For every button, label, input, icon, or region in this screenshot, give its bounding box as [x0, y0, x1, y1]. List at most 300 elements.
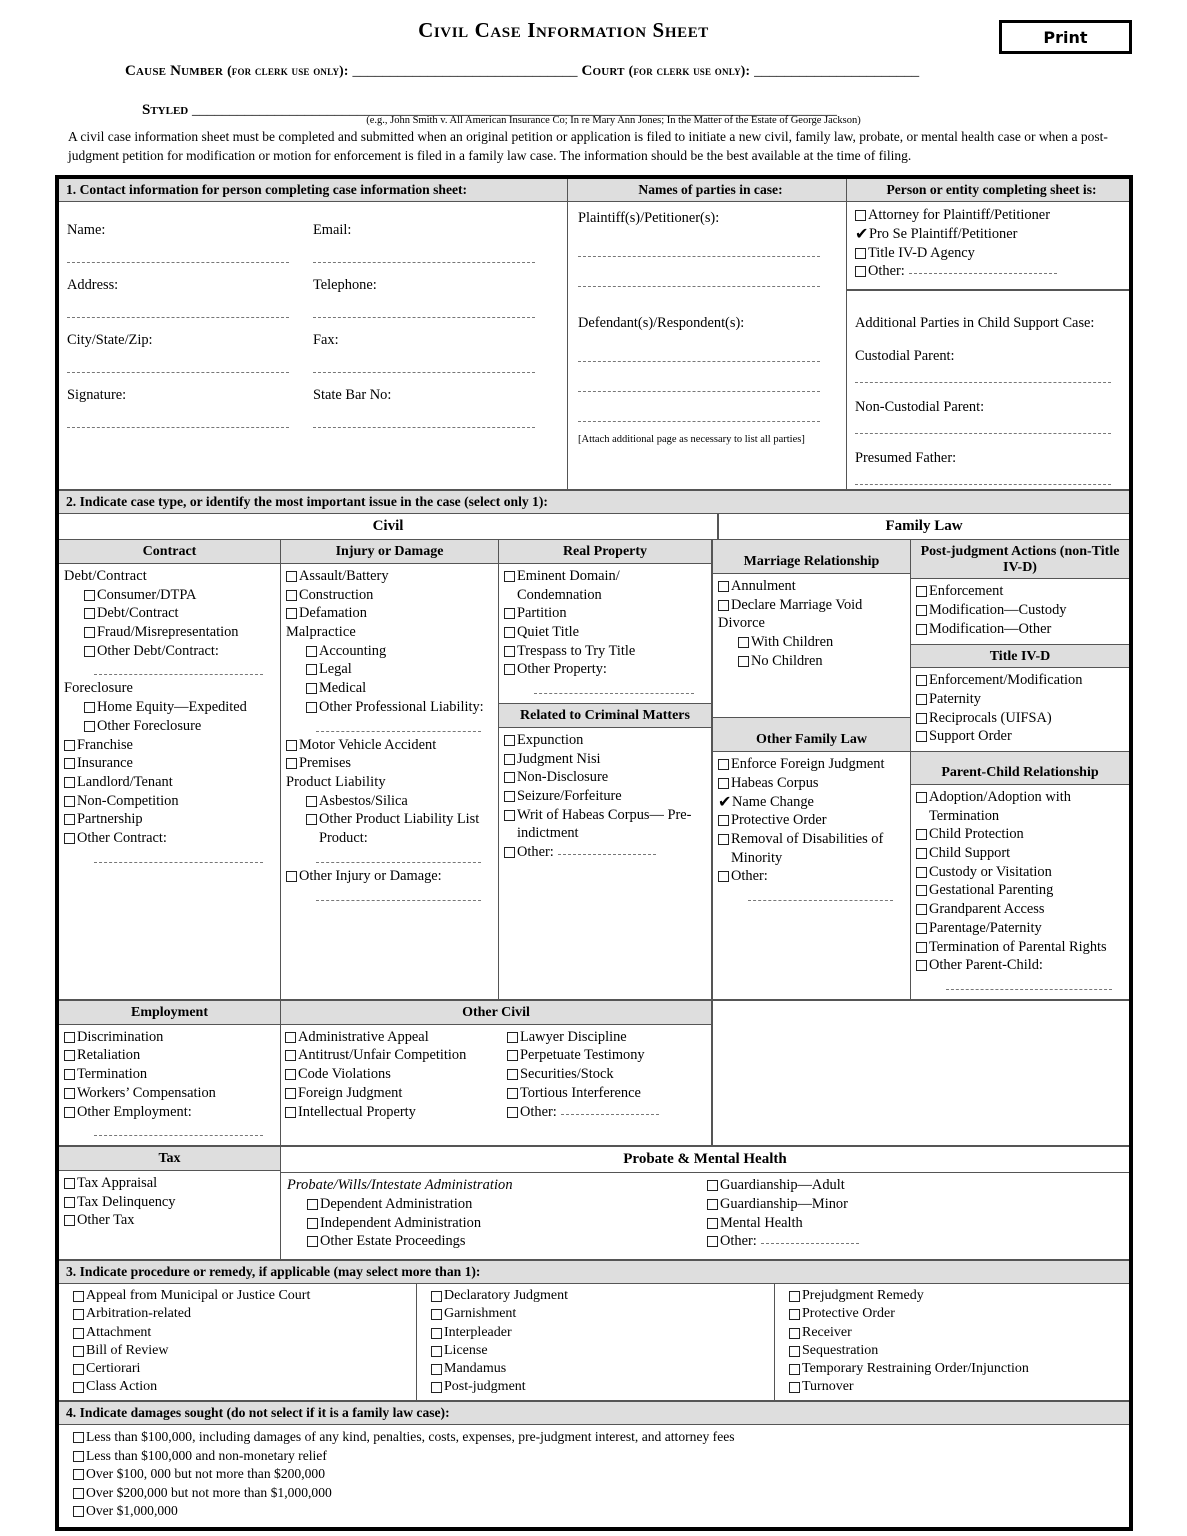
checkbox-row-franchise[interactable]: [64, 736, 275, 755]
checkbox-label: Judgment Nisi: [517, 750, 601, 767]
entity-column: [847, 179, 1129, 489]
checkbox-label: Arbitration-related: [86, 1306, 191, 1322]
checkbox-row-medical[interactable]: [286, 679, 493, 698]
checkbox-icon[interactable]: [64, 796, 75, 807]
checkbox-row-other-product-liability-list-product[interactable]: [286, 810, 493, 847]
checkbox-icon[interactable]: [73, 1364, 84, 1375]
write-in-line[interactable]: [316, 899, 481, 901]
checkbox-icon[interactable]: [718, 759, 729, 770]
checkbox-row-debt-contract[interactable]: [64, 604, 275, 623]
checkbox-row-other[interactable]: [718, 867, 905, 886]
checkbox-icon[interactable]: [855, 248, 866, 259]
criminal-matters-block: [499, 703, 711, 867]
checkbox-icon[interactable]: [285, 1107, 296, 1118]
write-in-line[interactable]: [94, 673, 263, 675]
checkbox-row-landlord-tenant[interactable]: [64, 773, 275, 792]
checkbox-row-post-judgment[interactable]: [431, 1378, 768, 1396]
checkbox-icon[interactable]: [916, 942, 927, 953]
checkbox-row-other[interactable]: [507, 1103, 707, 1122]
checkbox-row-custody-or-visitation[interactable]: [916, 863, 1124, 882]
checkbox-icon[interactable]: [64, 1069, 75, 1080]
checkbox-icon[interactable]: [504, 791, 515, 802]
checkbox-row-annulment[interactable]: [718, 577, 905, 596]
checkbox-icon[interactable]: [504, 772, 515, 783]
checkbox-icon[interactable]: [73, 1291, 84, 1302]
checkbox-row-construction[interactable]: [286, 586, 493, 605]
checkbox-label: Partition: [517, 605, 567, 622]
checkbox-icon[interactable]: [504, 754, 515, 765]
checkbox-icon[interactable]: [718, 581, 729, 592]
checkbox-row-trespass-to-try-title[interactable]: [504, 642, 706, 661]
checkbox-icon[interactable]: [64, 777, 75, 788]
checkbox-icon[interactable]: [916, 960, 927, 971]
checkbox-icon[interactable]: [286, 758, 297, 769]
checkbox-icon[interactable]: [431, 1309, 442, 1320]
write-in-line[interactable]: [761, 1232, 859, 1244]
checkbox-icon[interactable]: [285, 1032, 296, 1043]
checkbox-row-insurance[interactable]: [64, 754, 275, 773]
checkbox-icon[interactable]: [73, 1432, 84, 1443]
checkbox-row-child-protection[interactable]: [916, 825, 1124, 844]
checkbox-icon[interactable]: [307, 1199, 318, 1210]
checkbox-icon[interactable]: [916, 731, 927, 742]
checkbox-icon[interactable]: [73, 1506, 84, 1517]
checkbox-row-non-competition[interactable]: [64, 792, 275, 811]
checkbox-row-seizure-forfeiture[interactable]: [504, 787, 706, 806]
checkbox-icon[interactable]: [307, 1236, 318, 1247]
checkbox-row-discrimination[interactable]: [64, 1028, 275, 1047]
checkbox-icon[interactable]: [507, 1107, 518, 1118]
checkbox-icon[interactable]: [307, 1218, 318, 1229]
checkbox-row-less-than-100-000-and-non-monetary-relief[interactable]: [73, 1447, 1123, 1465]
checkbox-row-judgment-nisi[interactable]: [504, 750, 706, 769]
checkbox-row-writ-of-habeas-corpus-pre-indictment[interactable]: [504, 806, 706, 843]
checkbox-row-other-injury-or-damage[interactable]: [286, 867, 493, 886]
checkbox-row-other-debt-contract[interactable]: [64, 642, 275, 661]
write-in-line[interactable]: [94, 861, 263, 863]
checkbox-row-other-tax[interactable]: [64, 1211, 275, 1230]
contract-items: [59, 564, 280, 872]
checkbox-row-other-contract[interactable]: [64, 829, 275, 848]
checkbox-label: Partnership: [77, 811, 143, 828]
checkbox-row-legal[interactable]: [286, 660, 493, 679]
checkbox-icon[interactable]: [306, 702, 317, 713]
checkbox-icon[interactable]: [64, 1050, 75, 1061]
checkbox-row-parentage-paternity[interactable]: [916, 919, 1124, 938]
checkbox-row-paternity[interactable]: [916, 690, 1124, 709]
checkbox-icon[interactable]: [707, 1218, 718, 1229]
checkbox-icon[interactable]: [504, 847, 515, 858]
checkbox-row-premises[interactable]: [286, 754, 493, 773]
checkbox-icon[interactable]: [718, 600, 729, 611]
checkbox-row-accounting[interactable]: [286, 642, 493, 661]
checkbox-icon[interactable]: [507, 1069, 518, 1080]
checkbox-row-administrative-appeal[interactable]: [285, 1028, 507, 1047]
checkbox-row-tax-appraisal[interactable]: [64, 1174, 275, 1193]
checkbox-row-partnership[interactable]: [64, 810, 275, 829]
checkbox-icon[interactable]: [718, 871, 729, 882]
write-in-line[interactable]: [748, 899, 893, 901]
checkbox-label: Tax Appraisal: [77, 1174, 158, 1191]
checkbox-icon[interactable]: [64, 758, 75, 769]
checkmark-icon[interactable]: ✔: [718, 791, 732, 811]
checkbox-row-independent-administration[interactable]: [287, 1214, 707, 1233]
checkbox-icon[interactable]: [504, 627, 515, 638]
checkbox-row-modification-custody[interactable]: [916, 601, 1124, 620]
checkbox-row-other-foreclosure[interactable]: [64, 717, 275, 736]
checkbox-icon[interactable]: [73, 1346, 84, 1357]
checkbox-icon[interactable]: [306, 646, 317, 657]
checkbox-icon[interactable]: [738, 656, 749, 667]
checkbox-icon[interactable]: [431, 1364, 442, 1375]
checkbox-icon[interactable]: [504, 608, 515, 619]
fax-input[interactable]: [313, 371, 535, 373]
write-in-line[interactable]: [561, 1103, 659, 1115]
checkbox-icon[interactable]: [707, 1236, 718, 1247]
checkbox-label: Post-judgment: [444, 1379, 526, 1395]
checkbox-icon[interactable]: [73, 1309, 84, 1320]
checkbox-row-eminent-domain-condemnation[interactable]: [504, 567, 706, 604]
checkbox-row-license[interactable]: [431, 1342, 768, 1360]
checkbox-icon[interactable]: [916, 694, 927, 705]
checkbox-icon[interactable]: [916, 605, 927, 616]
checkbox-icon[interactable]: [306, 664, 317, 675]
signature-input[interactable]: [67, 426, 289, 428]
checkbox-icon[interactable]: [916, 848, 927, 859]
checkbox-icon[interactable]: [73, 1488, 84, 1499]
checkbox-icon[interactable]: [789, 1328, 800, 1339]
presumed-father-input[interactable]: [855, 483, 1111, 485]
checkbox-icon[interactable]: [789, 1364, 800, 1375]
checkbox-icon[interactable]: [789, 1291, 800, 1302]
checkbox-icon[interactable]: [64, 1088, 75, 1099]
telephone-input[interactable]: [313, 316, 535, 318]
non-custodial-parent-input[interactable]: [855, 432, 1111, 434]
checkbox-row-protective-order[interactable]: [789, 1305, 1123, 1323]
family-law-filler: [713, 1001, 1129, 1145]
checkbox-icon[interactable]: [73, 1328, 84, 1339]
checkbox-row-mandamus[interactable]: [431, 1360, 768, 1378]
checkbox-label: Enforce Foreign Judgment: [731, 756, 885, 773]
checkbox-row-child-support[interactable]: [916, 844, 1124, 863]
checkbox-row-lawyer-discipline[interactable]: [507, 1028, 707, 1047]
checkbox-icon[interactable]: [504, 664, 515, 675]
checkbox-label: Garnishment: [444, 1306, 517, 1322]
checkbox-icon[interactable]: [73, 1382, 84, 1393]
checkbox-row-prejudgment-remedy[interactable]: [789, 1287, 1123, 1305]
checkbox-icon[interactable]: [738, 637, 749, 648]
checkbox-icon[interactable]: [285, 1069, 296, 1080]
section-3-body: [59, 1284, 1129, 1402]
checkbox-row-declaratory-judgment[interactable]: [431, 1287, 768, 1305]
checkbox-icon[interactable]: [718, 778, 729, 789]
checkbox-row-with-children[interactable]: [718, 633, 905, 652]
checkbox-row-receiver[interactable]: [789, 1324, 1123, 1342]
checkbox-icon[interactable]: [286, 571, 297, 582]
defendant-input-1[interactable]: [578, 360, 820, 362]
checkbox-row-less-than-100-000-including-damages-of-any-kin[interactable]: [73, 1428, 1123, 1446]
checkbox-row-antitrust-unfair-competition[interactable]: [285, 1046, 507, 1065]
checkbox-row-dependent-administration[interactable]: [287, 1195, 707, 1214]
cause-number-field[interactable]: ______________________________: [352, 63, 578, 79]
defendant-input-3[interactable]: [578, 420, 820, 422]
custodial-parent-input[interactable]: [855, 381, 1111, 383]
checkbox-label: Motor Vehicle Accident: [299, 736, 437, 753]
checkbox-icon[interactable]: [855, 266, 866, 277]
real-property-title: Real Property: [499, 540, 711, 564]
checkbox-icon[interactable]: [916, 829, 927, 840]
checkbox-icon[interactable]: [707, 1180, 718, 1191]
checkbox-icon[interactable]: [286, 871, 297, 882]
checkbox-row-code-violations[interactable]: [285, 1065, 507, 1084]
address-label: Address:: [67, 277, 119, 294]
checkbox-icon[interactable]: [64, 1032, 75, 1043]
checkbox-icon[interactable]: [306, 796, 317, 807]
checkbox-icon[interactable]: [64, 814, 75, 825]
checkbox-icon[interactable]: [504, 810, 515, 821]
checkbox-row-other-property[interactable]: [504, 660, 706, 679]
checkbox-label: Child Protection: [929, 826, 1024, 843]
print-button[interactable]: Print: [999, 20, 1132, 54]
checkbox-row-workers-compensation[interactable]: [64, 1084, 275, 1103]
checkbox-icon[interactable]: [306, 683, 317, 694]
checkbox-row-declare-marriage-void[interactable]: [718, 596, 905, 615]
checkbox-row-tax-delinquency[interactable]: [64, 1193, 275, 1212]
checkbox-icon[interactable]: [504, 735, 515, 746]
checkbox-icon[interactable]: [707, 1199, 718, 1210]
checkbox-label: Receiver: [802, 1324, 852, 1340]
checkbox-row-arbitration-related[interactable]: [73, 1305, 410, 1323]
checkbox-row-other-employment[interactable]: [64, 1103, 275, 1122]
checkbox-row-other[interactable]: [855, 262, 1121, 281]
checkbox-row-quiet-title[interactable]: [504, 623, 706, 642]
checkbox-icon[interactable]: [504, 571, 515, 582]
checkbox-icon[interactable]: [507, 1032, 518, 1043]
write-in-line[interactable]: [316, 861, 481, 863]
name-input[interactable]: [67, 261, 289, 263]
checkbox-label: Defamation: [299, 605, 367, 622]
other-civil-title: Other Civil: [281, 1001, 711, 1025]
checkbox-row-certiorari[interactable]: [73, 1360, 410, 1378]
checkbox-icon[interactable]: [286, 740, 297, 751]
checkbox-label: Accounting: [319, 642, 387, 659]
checkbox-row-intellectual-property[interactable]: [285, 1103, 507, 1122]
checkbox-row-other[interactable]: [504, 843, 706, 862]
checkbox-icon[interactable]: [431, 1382, 442, 1393]
checkbox-row-title-iv-d-agency[interactable]: [855, 244, 1121, 263]
checkbox-icon[interactable]: [431, 1346, 442, 1357]
checkbox-row-mental-health[interactable]: [707, 1214, 1123, 1233]
checkbox-icon[interactable]: [286, 608, 297, 619]
checkbox-row-enforce-foreign-judgment[interactable]: [718, 755, 905, 774]
checkbox-row-sequestration[interactable]: [789, 1342, 1123, 1360]
checkbox-icon[interactable]: [84, 627, 95, 638]
styled-field[interactable]: ______________________________________________________________________________________: [192, 102, 837, 118]
checkbox-row-tortious-interference[interactable]: [507, 1084, 707, 1103]
real-property-column: [499, 540, 713, 999]
checkbox-icon[interactable]: [916, 885, 927, 896]
checkbox-label: Lawyer Discipline: [520, 1028, 627, 1045]
write-in-line[interactable]: [909, 262, 1057, 274]
checkbox-icon[interactable]: [916, 713, 927, 724]
checkbox-row-removal-of-disabilities-of-minority[interactable]: [718, 830, 905, 867]
checkbox-row-over-1-000-000[interactable]: [73, 1502, 1123, 1520]
checkbox-row-non-disclosure[interactable]: [504, 768, 706, 787]
checkbox-icon[interactable]: [84, 702, 95, 713]
checkbox-row-termination-of-parental-rights[interactable]: [916, 938, 1124, 957]
cause-number-label: Cause Number: [125, 63, 224, 79]
checkbox-row-attachment[interactable]: [73, 1324, 410, 1342]
checkbox-icon[interactable]: [306, 814, 317, 825]
checkbox-row-grandparent-access[interactable]: [916, 900, 1124, 919]
checkbox-row-perpetuate-testimony[interactable]: [507, 1046, 707, 1065]
plaintiff-input-1[interactable]: [578, 255, 820, 257]
checkbox-icon[interactable]: [286, 590, 297, 601]
checkmark-icon[interactable]: ✔: [855, 223, 869, 243]
checkbox-row-appeal-from-municipal-or-justice-court[interactable]: [73, 1287, 410, 1305]
checkbox-row-other-parent-child[interactable]: [916, 956, 1124, 975]
checkbox-label: No Children: [751, 652, 823, 669]
tax-title: Tax: [59, 1147, 280, 1171]
checkbox-icon[interactable]: [916, 624, 927, 635]
checkbox-icon[interactable]: [718, 815, 729, 826]
checkbox-row-asbestos-silica[interactable]: [286, 792, 493, 811]
checkbox-icon[interactable]: [73, 1469, 84, 1480]
checkbox-icon[interactable]: [789, 1346, 800, 1357]
checkbox-icon[interactable]: [507, 1088, 518, 1099]
page-title: Civil Case Information Sheet: [418, 18, 709, 42]
write-in-line[interactable]: [534, 692, 694, 694]
checkbox-icon[interactable]: [64, 833, 75, 844]
checkbox-icon[interactable]: [64, 1197, 75, 1208]
checkbox-icon[interactable]: [64, 1178, 75, 1189]
checkbox-icon[interactable]: [916, 675, 927, 686]
checkbox-row-gestational-parenting[interactable]: [916, 881, 1124, 900]
checkbox-row-garnishment[interactable]: [431, 1305, 768, 1323]
checkbox-row-securities-stock[interactable]: [507, 1065, 707, 1084]
checkbox-row-bill-of-review[interactable]: [73, 1342, 410, 1360]
checkbox-icon[interactable]: [84, 590, 95, 601]
checkbox-icon[interactable]: [64, 1215, 75, 1226]
checkbox-row-motor-vehicle-accident[interactable]: [286, 736, 493, 755]
checkbox-icon[interactable]: [431, 1291, 442, 1302]
checkbox-row-defamation[interactable]: [286, 604, 493, 623]
checkbox-icon[interactable]: [916, 867, 927, 878]
checkbox-row-expunction[interactable]: [504, 731, 706, 750]
email-input[interactable]: [313, 261, 535, 263]
write-in-line[interactable]: [316, 730, 481, 732]
checkbox-label: Independent Administration: [320, 1214, 482, 1231]
checkbox-icon[interactable]: [916, 586, 927, 597]
checkbox-row-temporary-restraining-order-injunction[interactable]: [789, 1360, 1123, 1378]
checkbox-label: Over $100, 000 but not more than $200,000: [86, 1466, 325, 1482]
checkbox-row-other-professional-liability[interactable]: [286, 698, 493, 717]
other-civil-items-left: [285, 1028, 507, 1122]
court-field[interactable]: ______________________: [754, 63, 920, 79]
address-input[interactable]: [67, 316, 289, 318]
checkbox-row-over-200-000-but-not-more-than-1-000-000[interactable]: [73, 1484, 1123, 1502]
checkbox-row-modification-other[interactable]: [916, 620, 1124, 639]
checkbox-label: Bill of Review: [86, 1342, 169, 1358]
checkbox-row-guardianship-minor[interactable]: [707, 1195, 1123, 1214]
write-in-line[interactable]: [94, 1134, 263, 1136]
checkbox-row-class-action[interactable]: [73, 1378, 410, 1396]
write-in-line[interactable]: [558, 843, 656, 855]
checkbox-icon[interactable]: [916, 923, 927, 934]
checkbox-row-enforcement[interactable]: [916, 582, 1124, 601]
checkbox-icon[interactable]: [431, 1328, 442, 1339]
checkbox-icon[interactable]: [507, 1050, 518, 1061]
checkbox-icon[interactable]: [855, 210, 866, 221]
defendant-input-2[interactable]: [578, 390, 820, 392]
checkbox-row-turnover[interactable]: [789, 1378, 1123, 1396]
checkbox-icon[interactable]: [84, 721, 95, 732]
checkbox-label: Retaliation: [77, 1047, 141, 1064]
checkbox-row-interpleader[interactable]: [431, 1324, 768, 1342]
write-in-line[interactable]: [946, 988, 1112, 990]
checkbox-icon[interactable]: [285, 1050, 296, 1061]
checkbox-row-attorney-for-plaintiff-petitioner[interactable]: [855, 206, 1121, 225]
checkbox-row-pro-se-plaintiff-petitioner[interactable]: [855, 225, 1121, 244]
checkbox-row-enforcement-modification[interactable]: [916, 671, 1124, 690]
checkbox-row-home-equity-expedited[interactable]: [64, 698, 275, 717]
state-bar-no-input[interactable]: [313, 426, 535, 428]
checkbox-icon[interactable]: [64, 740, 75, 751]
checkbox-row-reciprocals-uifsa[interactable]: [916, 709, 1124, 728]
checkbox-row-protective-order[interactable]: [718, 811, 905, 830]
checkbox-row-support-order[interactable]: [916, 727, 1124, 746]
checkbox-row-assault-battery[interactable]: [286, 567, 493, 586]
checkbox-icon[interactable]: [789, 1309, 800, 1320]
checkbox-row-no-children[interactable]: [718, 652, 905, 671]
checkbox-row-termination[interactable]: [64, 1065, 275, 1084]
checkbox-icon[interactable]: [285, 1088, 296, 1099]
checkbox-icon[interactable]: [64, 1107, 75, 1118]
city-state-zip-input[interactable]: [67, 371, 289, 373]
checkbox-row-consumer-dtpa[interactable]: [64, 586, 275, 605]
checkbox-row-over-100-000-but-not-more-than-200-000[interactable]: [73, 1465, 1123, 1483]
signature-label: Signature:: [67, 387, 127, 404]
checkbox-row-other[interactable]: [707, 1232, 1123, 1251]
injury-title: Injury or Damage: [281, 540, 498, 564]
checkbox-row-guardianship-adult[interactable]: [707, 1176, 1123, 1195]
tax-probate-row: [59, 1145, 1129, 1261]
checkbox-row-name-change[interactable]: [718, 793, 905, 812]
case-type-grid: [59, 540, 1129, 999]
checkbox-label: Turnover: [802, 1379, 854, 1395]
checkbox-icon[interactable]: [84, 646, 95, 657]
checkbox-icon[interactable]: [73, 1451, 84, 1462]
checkbox-label: Debt/Contract: [97, 605, 179, 622]
group-label-foreclosure: Foreclosure: [64, 680, 134, 697]
checkbox-row-retaliation[interactable]: [64, 1046, 275, 1065]
checkbox-row-adoption-adoption-with-termination[interactable]: [916, 788, 1124, 825]
city-state-zip-label: City/State/Zip:: [67, 332, 153, 349]
checkbox-icon[interactable]: [789, 1382, 800, 1393]
checkbox-row-fraud-misrepresentation[interactable]: [64, 623, 275, 642]
checkbox-row-foreign-judgment[interactable]: [285, 1084, 507, 1103]
checkbox-row-partition[interactable]: [504, 604, 706, 623]
checkbox-icon[interactable]: [504, 646, 515, 657]
checkbox-row-other-estate-proceedings[interactable]: [287, 1232, 707, 1251]
checkbox-icon[interactable]: [718, 834, 729, 845]
plaintiff-label: Plaintiff(s)/Petitioner(s):: [578, 210, 720, 227]
checkbox-icon[interactable]: [84, 608, 95, 619]
checkbox-icon[interactable]: [916, 904, 927, 915]
checkbox-icon[interactable]: [916, 792, 927, 803]
checkbox-row-habeas-corpus[interactable]: [718, 774, 905, 793]
plaintiff-input-2[interactable]: [578, 285, 820, 287]
